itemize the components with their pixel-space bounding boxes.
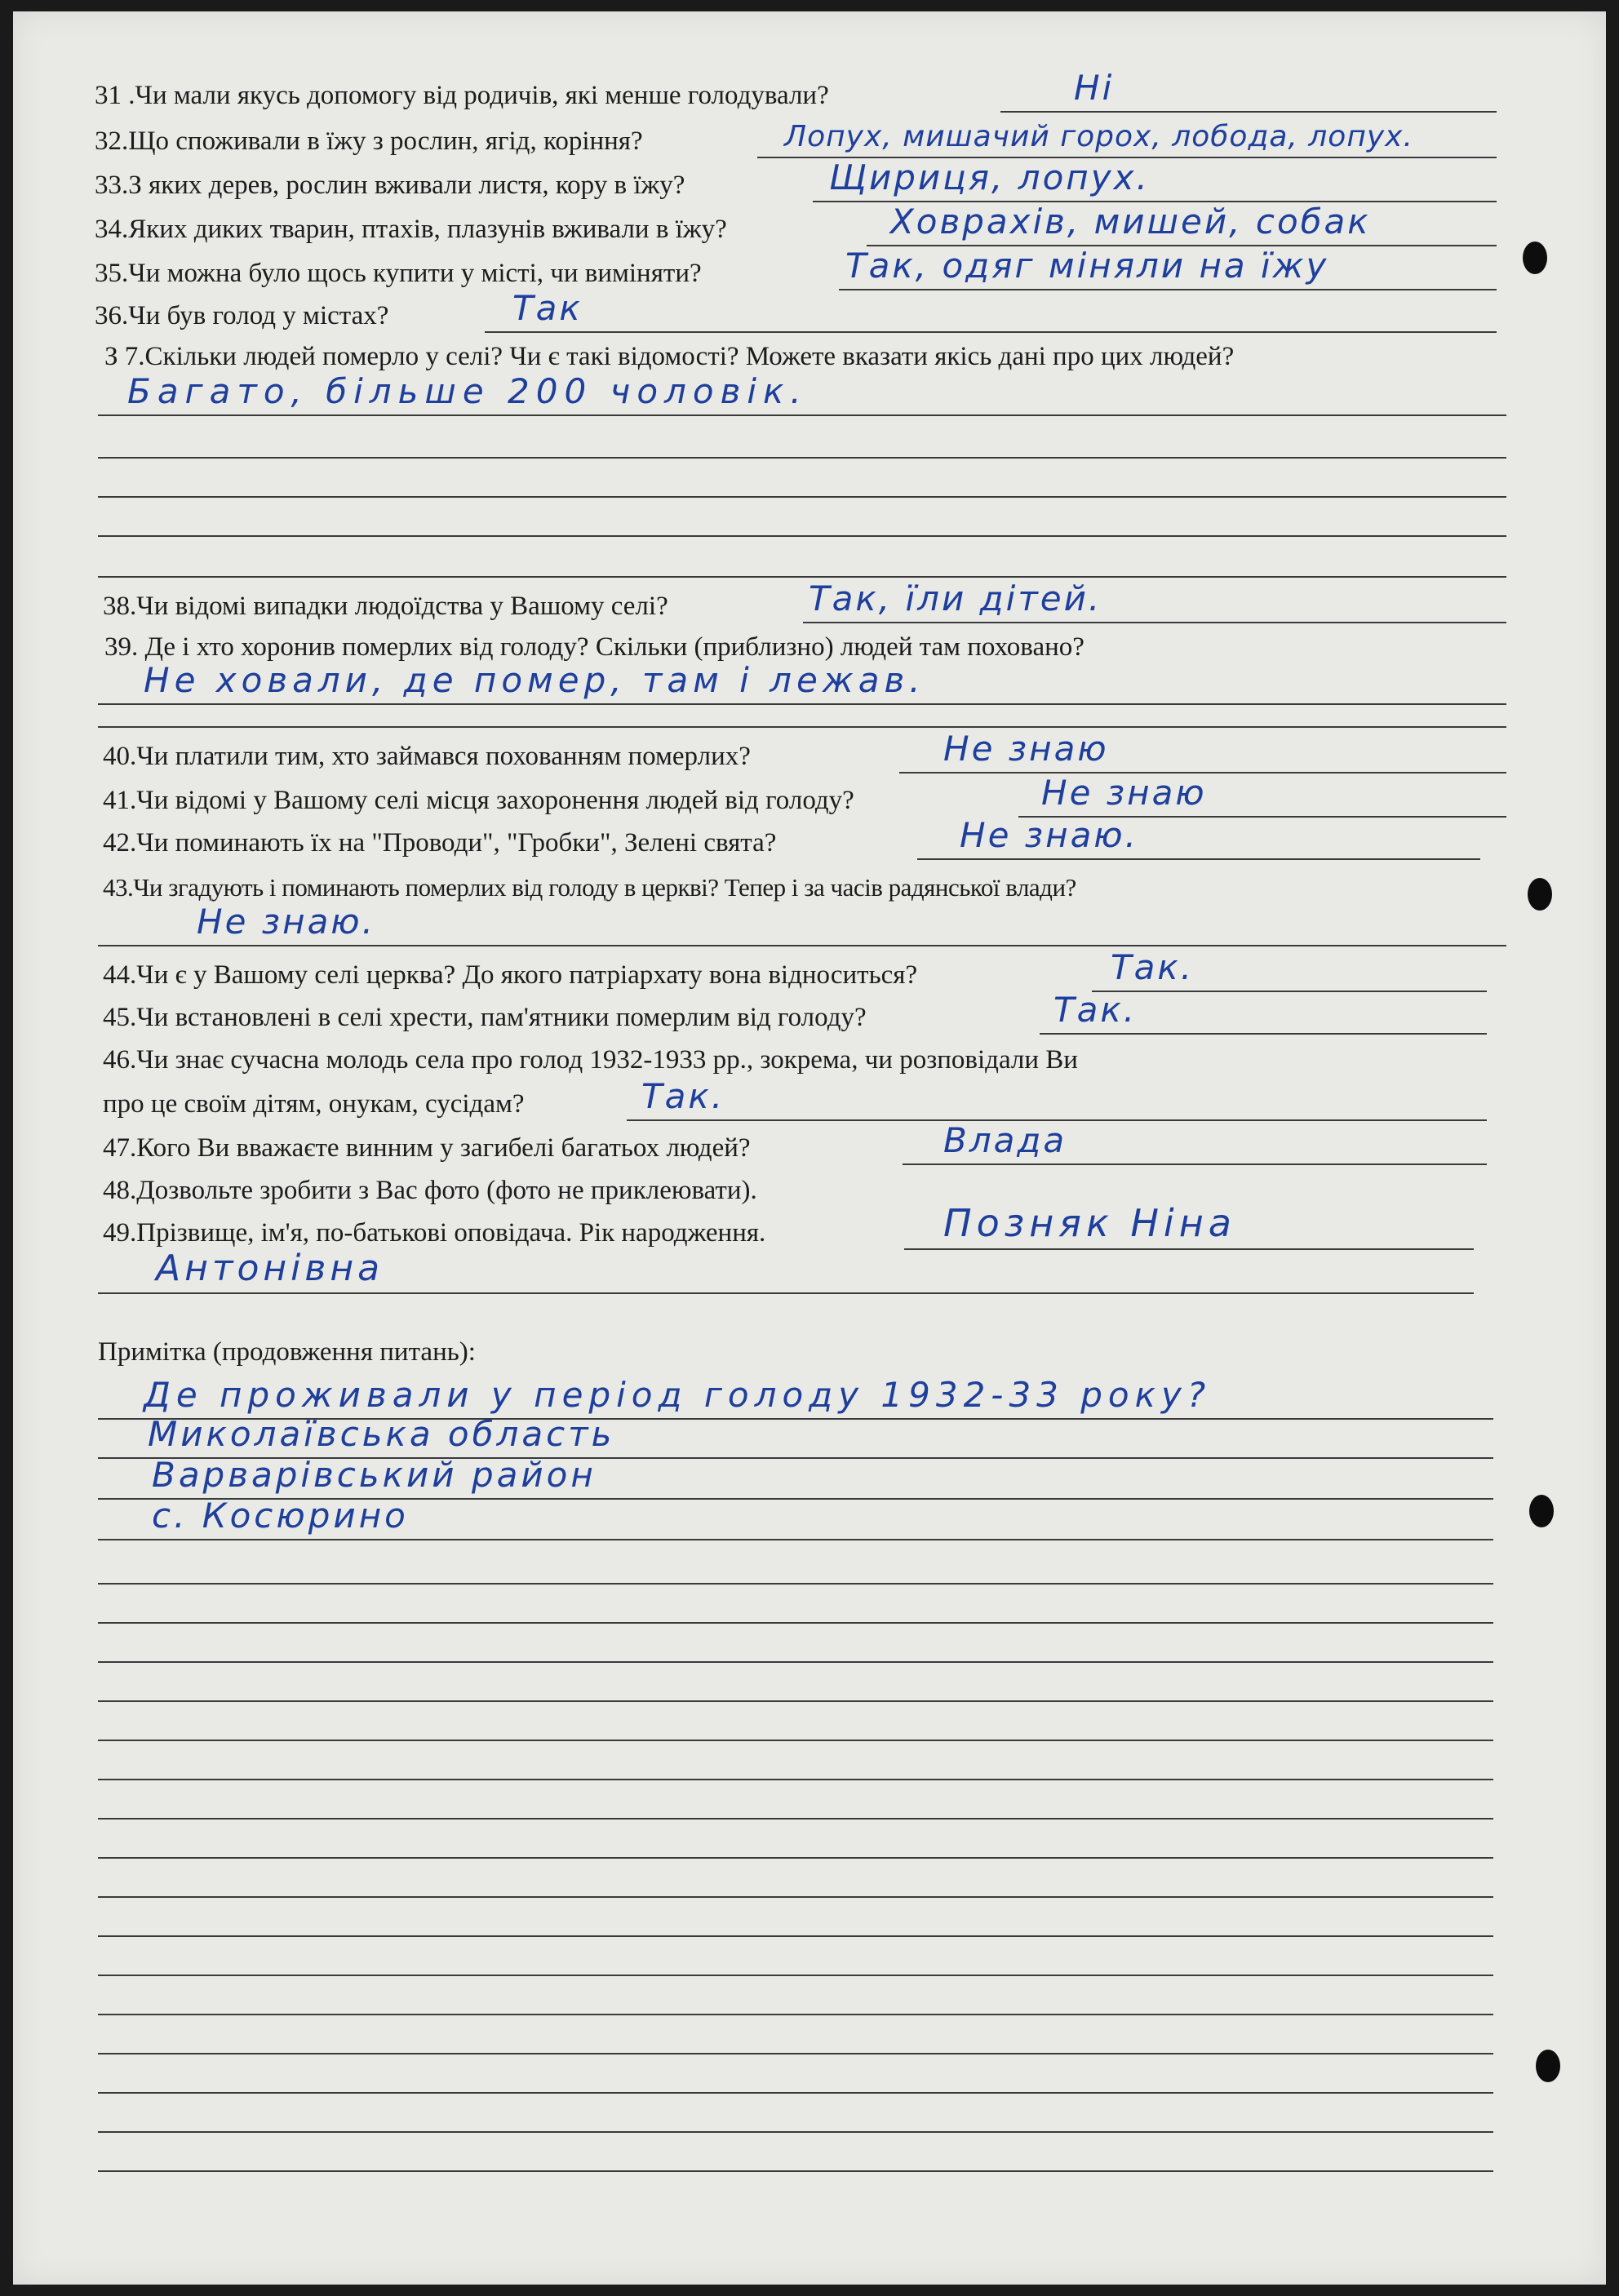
question-text: 45.Чи встановлені в селі хрести, пам'ятники померлим від голоду? <box>103 1003 867 1032</box>
question-48 <box>13 1172 1606 1212</box>
answer-text: Так. <box>1111 947 1195 987</box>
blank-line <box>98 1583 1493 1585</box>
questionnaire-page <box>13 11 1606 2285</box>
answer-text: Щириця, лопух. <box>829 157 1150 197</box>
question-49-cont <box>13 1248 1606 1299</box>
answer-text: Не знаю <box>943 729 1109 769</box>
question-36 <box>13 288 1606 338</box>
blank-line <box>98 1740 1493 1741</box>
blank-line <box>98 726 1506 728</box>
question-text: 46.Чи знає сучасна молодь села про голод 1932-1933 рр., зокрема, чи розповідали Ви <box>103 1045 1078 1075</box>
question-text: 31 .Чи мали якусь допомогу від родичів, які менше голодували? <box>95 81 829 110</box>
question-40 <box>13 729 1606 778</box>
blank-line <box>98 457 1506 459</box>
question-text: про це своїм дітям, онукам, сусідам? <box>103 1089 525 1119</box>
question-text: 36.Чи був голод у містах? <box>95 301 389 330</box>
question-text: 43.Чи згадують і поминають померлих від голоду в церкві? Тепер і за часів радянської влади? <box>103 873 1076 902</box>
note-text: Де проживали у період голоду 1932-33 року? <box>144 1375 1212 1415</box>
blank-line <box>98 2014 1493 2015</box>
answer-text: Позняк Ніна <box>943 1201 1236 1245</box>
question-text: 33.З яких дерев, рослин вживали листя, кору в їжу? <box>95 171 685 200</box>
note-text: Миколаївська область <box>148 1414 615 1454</box>
answer-text: Багато, більше 200 чоловік. <box>127 371 808 411</box>
question-text: 48.Дозвольте зробити з Вас фото (фото не приклеювати). <box>103 1176 757 1205</box>
question-text: 44.Чи є у Вашому селі церква? До якого патріархату вона відноситься? <box>103 960 918 990</box>
answer-text: Ховрахів, мишей, собак <box>890 202 1371 242</box>
blank-line <box>98 1896 1493 1898</box>
blank-line <box>98 1857 1493 1859</box>
blank-line <box>98 2092 1493 2094</box>
question-text: 32.Що споживали в їжу з рослин, ягід, коріння? <box>95 126 643 156</box>
question-32 <box>13 122 1606 163</box>
question-46-cont <box>13 1076 1606 1126</box>
answer-text: Не знаю. <box>197 902 376 942</box>
question-text: 38.Чи відомі випадки людоїдства у Вашому селі? <box>103 592 668 621</box>
question-text: 40.Чи платили тим, хто займався похованням померлих? <box>103 742 751 771</box>
answer-text: Так, одяг міняли на їжу <box>845 246 1329 286</box>
note-section <box>13 1333 1606 1374</box>
note-line-4 <box>13 1496 1606 1545</box>
question-37-answer <box>13 371 1606 421</box>
question-text: 34.Яких диких тварин, птахів, плазунів вживали в їжу? <box>95 215 727 244</box>
answer-text: Не знаю. <box>960 815 1139 855</box>
note-label: Примітка (продовження питань): <box>98 1337 476 1367</box>
answer-text: Так, їли дітей. <box>809 578 1102 618</box>
question-text: 47.Кого Ви вважаєте винним у загибелі багатьох людей? <box>103 1133 751 1163</box>
blank-line <box>98 1622 1493 1624</box>
blank-line <box>98 496 1506 498</box>
answer-text: Так. <box>641 1076 725 1116</box>
question-41 <box>13 773 1606 822</box>
question-35 <box>13 246 1606 295</box>
question-text: 49.Прізвище, ім'я, по-батькові оповідача. Рік народження. <box>103 1218 766 1248</box>
question-34 <box>13 202 1606 251</box>
blank-line <box>98 535 1506 537</box>
question-text: З 7.Скільки людей померло у селі? Чи є такі відомості? Можете вказати якісь дані про цих людей? <box>104 342 1235 371</box>
question-38 <box>13 578 1606 628</box>
blank-line <box>98 1818 1493 1820</box>
blank-line <box>98 2131 1493 2133</box>
answer-text: Не ховали, де помер, там і лежав. <box>144 660 925 700</box>
blank-line <box>98 1779 1493 1780</box>
question-45 <box>13 990 1606 1039</box>
question-text: 35.Чи можна було щось купити у місті, чи виміняти? <box>95 259 702 288</box>
answer-text: Не знаю <box>1041 773 1207 813</box>
blank-line <box>98 2053 1493 2054</box>
blank-line <box>98 576 1506 578</box>
question-43-answer <box>13 902 1606 951</box>
note-text: Варварівський район <box>152 1455 597 1495</box>
answer-text: Так <box>512 288 583 328</box>
question-text: 39. Де і хто хоронив померлих від голоду? Скільки (приблизно) людей там поховано? <box>104 632 1085 662</box>
answer-text: Ні <box>1074 68 1115 108</box>
answer-text: Так. <box>1053 990 1138 1030</box>
question-44 <box>13 947 1606 997</box>
blank-line <box>98 1661 1493 1663</box>
answer-text: Лопух, мишачий горох, лобода, лопух. <box>784 120 1413 153</box>
punch-hole-4 <box>1536 2050 1560 2082</box>
question-46 <box>13 1041 1606 1082</box>
question-text: 41.Чи відомі у Вашому селі місця захоронення людей від голоду? <box>103 786 854 815</box>
blank-line <box>98 1700 1493 1702</box>
question-39-answer <box>13 660 1606 710</box>
blank-line <box>98 1935 1493 1937</box>
question-31 <box>13 68 1606 117</box>
note-text: с. Косюрино <box>152 1496 409 1536</box>
answer-text: Влада <box>943 1120 1067 1160</box>
question-47 <box>13 1120 1606 1170</box>
question-42 <box>13 815 1606 865</box>
blank-line <box>98 1975 1493 1976</box>
answer-text: Антонівна <box>156 1248 384 1289</box>
question-text: 42.Чи поминають їх на "Проводи", "Гробки", Зелені свята? <box>103 828 777 858</box>
blank-line <box>98 2170 1493 2172</box>
